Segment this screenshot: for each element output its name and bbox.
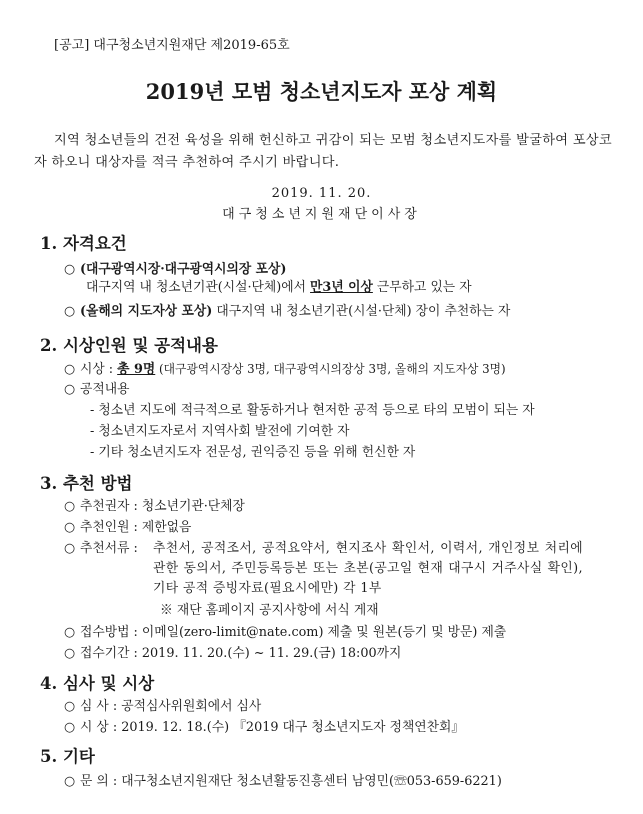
merit-dash-2: - 청소년지도자로서 지역사회 발전에 기여한 자 bbox=[90, 424, 350, 439]
bullet-circle-icon: ○ bbox=[64, 382, 76, 397]
item-text: 대구지역 내 청소년기관(시설·단체) 장이 추천하는 자 bbox=[212, 304, 511, 319]
qualification-item-2 bbox=[64, 303, 510, 321]
bullet-circle-icon: ○ bbox=[64, 304, 76, 319]
documents-note: ※ 재단 홈페이지 공지사항에 서식 게재 bbox=[160, 603, 379, 618]
review-line bbox=[64, 698, 261, 716]
text-emphasis: 만3년 이상 bbox=[310, 280, 373, 295]
issuer-name: 대구청소년지원재단이사장 bbox=[222, 207, 421, 222]
item-text: 추천인원 : 제한없음 bbox=[80, 520, 192, 535]
item-text: 접수방법 : 이메일(zero-limit@nate.com) 제출 및 원본(등기 및 방문) 제출 bbox=[80, 625, 507, 640]
item-text: 추천권자 : 청소년기관·단체장 bbox=[80, 499, 245, 514]
bullet-circle-icon: ○ bbox=[64, 362, 76, 377]
bullet-circle-icon: ○ bbox=[64, 625, 76, 640]
item-text: 심 사 : 공적심사위원회에서 심사 bbox=[80, 699, 262, 714]
merit-dash-3: - 기타 청소년지도자 전문성, 권익증진 등을 위해 헌신한 자 bbox=[90, 445, 416, 460]
bullet-circle-icon: ○ bbox=[64, 720, 76, 735]
text-emphasis: 총 9명 bbox=[117, 362, 156, 377]
text-post: (대구광역시장상 3명, 대구광역시의장상 3명, 올해의 지도자상 3명) bbox=[155, 362, 506, 376]
recommend-count-line bbox=[64, 519, 191, 537]
bullet-circle-icon: ○ bbox=[64, 499, 76, 514]
section-heading-other: 5. 기타 bbox=[40, 747, 95, 766]
text-pre: 대구지역 내 청소년기관(시설·단체)에서 bbox=[86, 280, 311, 295]
page-title: 2019년 모범 청소년지도자 포상 계획 bbox=[145, 79, 498, 104]
section-heading-review: 4. 심사 및 시상 bbox=[40, 674, 155, 693]
merit-content-label bbox=[64, 381, 129, 399]
recommender-line bbox=[64, 498, 245, 516]
item-label: 추천서류 : bbox=[80, 541, 138, 556]
section-heading-awards: 2. 시상인원 및 공적내용 bbox=[40, 336, 218, 355]
issue-date: 2019. 11. 20. bbox=[271, 186, 372, 201]
item-text: 문 의 : 대구청소년지원재단 청소년활동진흥센터 남영민(☏053-659-6221) bbox=[80, 774, 502, 789]
qualification-item-1-text bbox=[86, 279, 472, 297]
item-text: 공적내용 bbox=[80, 382, 130, 397]
text-post: 근무하고 있는 자 bbox=[372, 280, 472, 295]
section-heading-recommendation: 3. 추천 방법 bbox=[40, 474, 133, 493]
item-title: (올해의 지도자상 포상) bbox=[80, 304, 213, 319]
bullet-circle-icon: ○ bbox=[64, 774, 76, 789]
ceremony-line bbox=[64, 719, 464, 737]
item-text: 접수기간 : 2019. 11. 20.(수) ~ 11. 29.(금) 18:00까지 bbox=[80, 646, 402, 661]
item-text: 시 상 : 2019. 12. 18.(수) 『2019 대구 청소년지도자 정책연찬회』 bbox=[80, 720, 465, 735]
bullet-circle-icon: ○ bbox=[64, 541, 76, 556]
merit-dash-1: - 청소년 지도에 적극적으로 활동하거나 현저한 공적 등으로 타의 모범이 되는 자 bbox=[90, 403, 535, 418]
intro-paragraph: 지역 청소년들의 건전 육성을 위해 헌신하고 귀감이 되는 모범 청소년지도자를 발굴하여 포상코자 하오니 대상자를 적극 추천하여 주시기 바랍니다. bbox=[34, 133, 612, 170]
bullet-circle-icon: ○ bbox=[64, 262, 76, 277]
documents-label bbox=[64, 540, 138, 558]
bullet-circle-icon: ○ bbox=[64, 646, 76, 661]
item-title: (대구광역시장·대구광역시의장 포상) bbox=[80, 262, 287, 277]
qualification-item-1-title bbox=[64, 261, 286, 279]
submission-period-line bbox=[64, 645, 401, 663]
section-heading-qualifications: 1. 자격요건 bbox=[40, 234, 127, 253]
bullet-circle-icon: ○ bbox=[64, 520, 76, 535]
bullet-circle-icon: ○ bbox=[64, 699, 76, 714]
submission-method-line bbox=[64, 624, 506, 642]
contact-line bbox=[64, 773, 502, 791]
text-pre: 시상 : bbox=[80, 362, 118, 377]
notice-number: [공고] 대구청소년지원재단 제2019-65호 bbox=[54, 38, 290, 53]
award-count-line bbox=[64, 360, 506, 379]
documents-text: 추천서, 공적조서, 공적요약서, 현지조사 확인서, 이력서, 개인정보 처리에 관한 동의서, 주민등록등본 또는 초본(공고일 현재 대구시 거주사실 확인), 기타 공적 증빙자료(필요시에만) 각 1부 bbox=[153, 541, 583, 596]
